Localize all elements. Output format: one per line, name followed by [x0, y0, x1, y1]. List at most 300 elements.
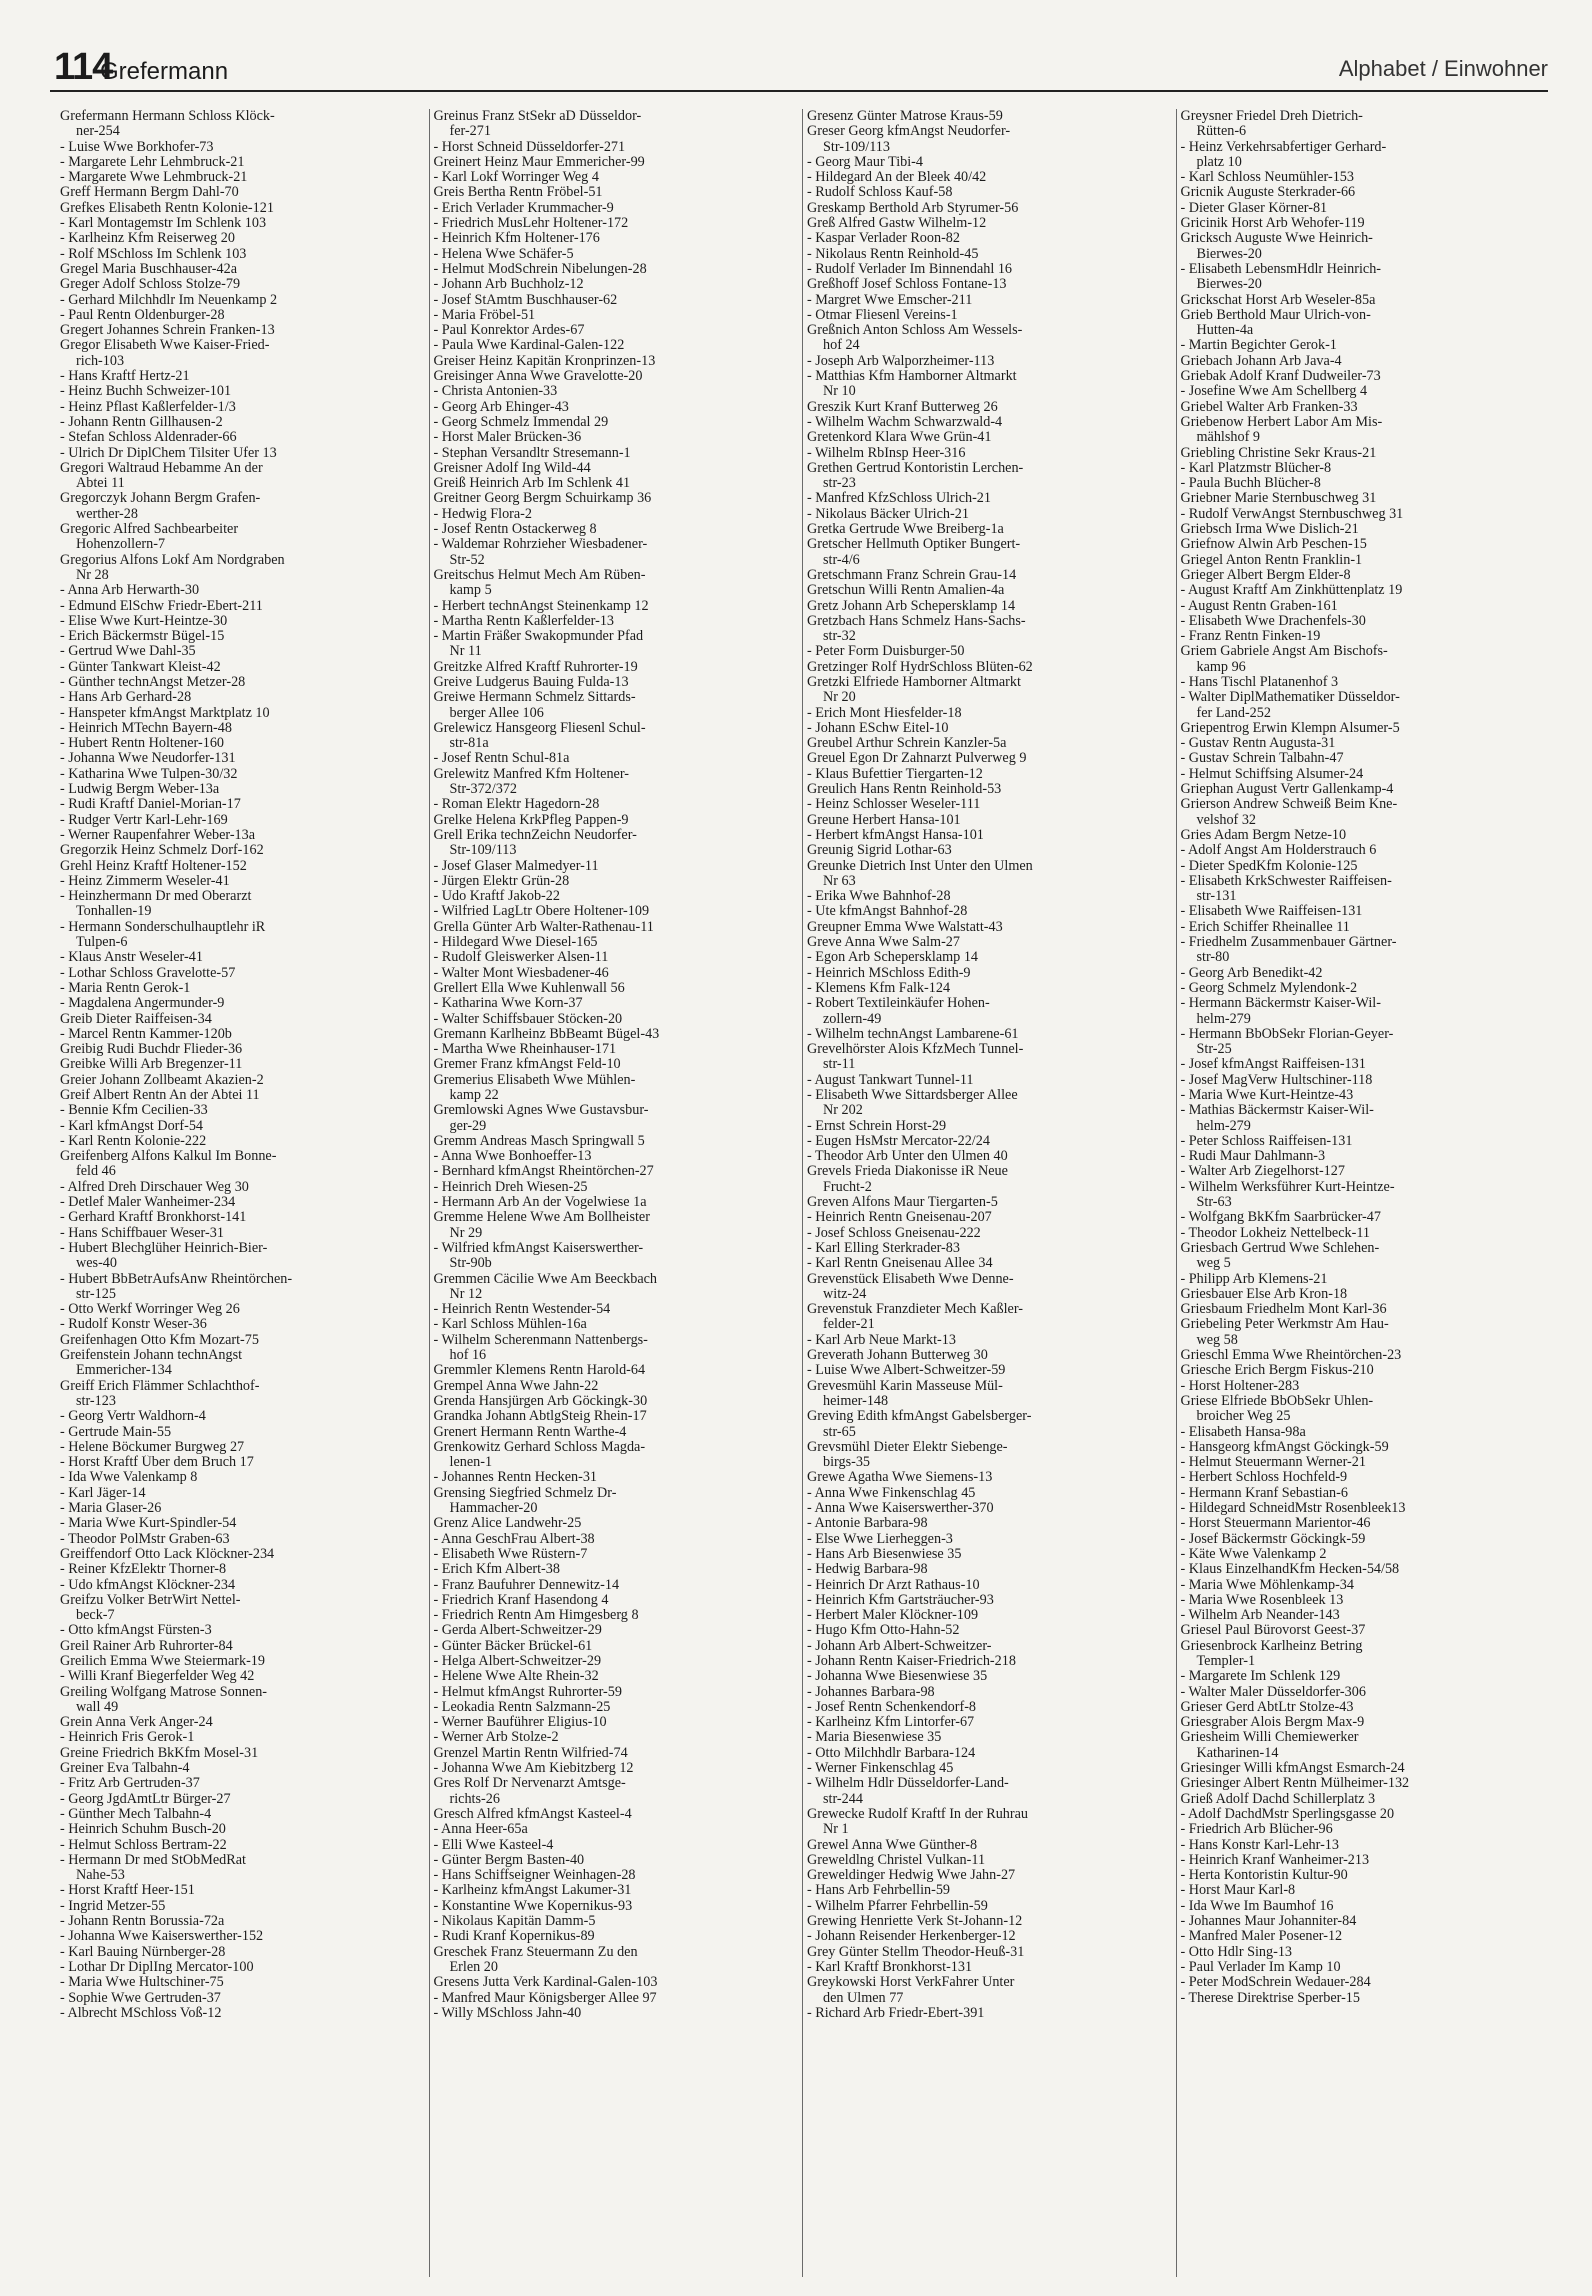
- directory-entry: - Hans Arb Biesenwiese 35: [807, 1546, 962, 1562]
- directory-entry: Greunig Sigrid Lothar-63: [807, 843, 952, 859]
- directory-entry: Griesbaum Friedhelm Mont Karl-36: [1180, 1302, 1387, 1318]
- directory-entry: - Konstantine Wwe Kopernikus-93: [433, 1898, 633, 1914]
- directory-entry: - Elisabeth Wwe Rüstern-7: [433, 1546, 588, 1562]
- directory-entry: - Josefine Wwe Am Schellberg 4: [1180, 384, 1368, 400]
- entry-continuation: helm-279: [1196, 1118, 1251, 1134]
- directory-entry: - Otto Hdlr Sing-13: [1180, 1944, 1293, 1960]
- directory-entry: Grelewicz Hansgeorg Fliesenl Schul-: [433, 720, 646, 736]
- directory-entry: - Robert Textileinkäufer Hohen-: [807, 996, 990, 1012]
- directory-entry: Griebel Walter Arb Franken-33: [1180, 399, 1358, 415]
- entry-continuation: str-80: [1196, 950, 1230, 966]
- directory-entry: - Johanna Wwe Kaiserswerther-152: [60, 1929, 264, 1945]
- directory-entry: Greykowski Horst VerkFahrer Unter: [807, 1975, 1015, 1991]
- directory-entry: - Udo kfmAngst Klöckner-234: [60, 1577, 236, 1593]
- directory-entry: - Heinrich Schuhm Busch-20: [60, 1822, 226, 1838]
- directory-entry: Greskamp Berthold Arb Styrumer-56: [807, 200, 1019, 216]
- directory-entry: - Heinrich MSchloss Edith-9: [807, 965, 971, 981]
- entry-continuation: fer Land-252: [1196, 705, 1271, 721]
- directory-entry: - Wilhelm Wachm Schwarzwald-4: [807, 414, 1003, 430]
- directory-entry: - Albrecht MSchloss Voß-12: [60, 2005, 222, 2021]
- directory-entry: Gresens Jutta Verk Kardinal-Galen-103: [433, 1975, 658, 1991]
- entry-continuation: Katharinen-14: [1196, 1745, 1279, 1761]
- entry-continuation: weg 58: [1196, 1332, 1238, 1348]
- directory-entry: - Heinrich MTechn Bayern-48: [60, 720, 232, 736]
- directory-entry: - Werner Bauführer Eligius-10: [433, 1715, 607, 1731]
- directory-entry: Griesgraber Alois Bergm Max-9: [1180, 1715, 1365, 1731]
- directory-entry: Griesbach Gertrud Wwe Schlehen-: [1180, 1240, 1380, 1256]
- directory-entry: Greisner Adolf Ing Wild-44: [433, 460, 591, 476]
- directory-entry: - Karl Jäger-14: [60, 1485, 146, 1501]
- directory-entry: Greving Edith kfmAngst Gabelsberger-: [807, 1409, 1032, 1425]
- directory-entry: Greiwe Hermann Schmelz Sittards-: [433, 690, 636, 706]
- directory-entry: - Werner Raupenfahrer Weber-13a: [60, 827, 256, 843]
- directory-entry: - Else Wwe Lierheggen-3: [807, 1531, 953, 1547]
- directory-entry: Grewing Henriette Verk St-Johann-12: [807, 1914, 1023, 1930]
- header-rule: [50, 90, 1548, 92]
- entry-continuation: wall 49: [76, 1699, 119, 1715]
- directory-entry: - Wilhelm Hdlr Düsseldorfer-Land-: [807, 1776, 1009, 1792]
- directory-entry: - Maria Wwe Kurt-Heintze-43: [1180, 1088, 1354, 1103]
- directory-entry: - Heinrich Rentn Gneisenau-207: [807, 1210, 992, 1226]
- directory-entry: Greiß Heinrich Arb Im Schlenk 41: [433, 476, 631, 492]
- directory-entry: Gresch Alfred kfmAngst Kasteel-4: [433, 1806, 632, 1822]
- directory-entry: - Herbert kfmAngst Hansa-101: [807, 827, 984, 843]
- directory-entry: - Karl Kraftf Bronkhorst-131: [807, 1959, 973, 1975]
- directory-entry: Greupner Emma Wwe Walstatt-43: [807, 919, 1003, 935]
- directory-entry: - Theodor Arb Unter den Ulmen 40: [807, 1149, 1008, 1165]
- directory-entry: Gretz Johann Arb Schepersklamp 14: [807, 598, 1016, 614]
- directory-entry: - Adolf DachdMstr Sperlingsgasse 20: [1180, 1806, 1395, 1822]
- directory-entry: - Anna Heer-65a: [433, 1822, 528, 1838]
- directory-entry: Greinert Heinz Maur Emmericher-99: [433, 154, 645, 170]
- directory-entry: Greiner Eva Talbahn-4: [60, 1761, 190, 1777]
- directory-entry: - Johannes Barbara-98: [807, 1684, 935, 1700]
- entry-continuation: kamp 96: [1196, 659, 1246, 675]
- entry-continuation: str-23: [823, 476, 856, 492]
- directory-entry: - Herbert technAngst Steinenkamp 12: [433, 598, 649, 614]
- entry-continuation: Str-52: [449, 552, 485, 568]
- directory-entry: - Horst Kraftf Heer-151: [60, 1883, 195, 1899]
- directory-entry: - Paul Verlader Im Kamp 10: [1180, 1959, 1341, 1975]
- directory-entry: - Katharina Wwe Korn-37: [433, 996, 583, 1012]
- directory-entry: - Maria Wwe Rosenbleek 13: [1180, 1592, 1344, 1608]
- directory-entry: - Ida Wwe Im Baumhof 16: [1180, 1898, 1334, 1914]
- directory-entry: - Elisabeth LebensmHdlr Heinrich-: [1180, 261, 1382, 277]
- directory-entry: - Magdalena Angermunder-9: [60, 996, 225, 1012]
- directory-entry: Grehl Heinz Kraftf Holtener-152: [60, 858, 247, 874]
- directory-entry: Grieb Berthold Maur Ulrich-von-: [1180, 307, 1371, 323]
- directory-entry: - Helene Böckumer Burgweg 27: [60, 1439, 245, 1455]
- directory-entry: - Ernst Schrein Horst-29: [807, 1118, 947, 1134]
- directory-entry: - Hans Schiffseigner Weinhagen-28: [433, 1868, 636, 1884]
- entry-continuation: hof 16: [449, 1348, 487, 1364]
- entry-continuation: Templer-1: [1196, 1653, 1256, 1669]
- directory-entry: Greine Friedrich BkKfm Mosel-31: [60, 1745, 259, 1761]
- column-3: [803, 109, 1177, 2277]
- directory-entry: - Helena Wwe Schäfer-5: [433, 246, 574, 262]
- entry-continuation: ner-254: [76, 124, 120, 140]
- directory-entry: - Elisabeth Hansa-98a: [1180, 1424, 1306, 1440]
- directory-entry: Griesel Paul Bürovorst Geest-37: [1180, 1623, 1366, 1639]
- directory-entry: Gremerius Elisabeth Wwe Mühlen-: [433, 1072, 636, 1088]
- directory-entry: - Karlheinz kfmAngst Lakumer-31: [433, 1883, 632, 1899]
- directory-entry: - August Kraftf Am Zinkhüttenplatz 19: [1180, 583, 1403, 599]
- directory-entry: - Johann Rentn Borussia-72a: [60, 1914, 225, 1930]
- directory-entry: - Willi Kranf Biegerfelder Weg 42: [60, 1669, 255, 1685]
- directory-entry: - Martin Fräßer Swakopmunder Pfad: [433, 629, 644, 645]
- directory-entry: Grellert Ella Wwe Kuhlenwall 56: [433, 980, 625, 996]
- directory-entry: - Katharina Wwe Tulpen-30/32: [60, 766, 238, 782]
- directory-entry: - Heinzhermann Dr med Oberarzt: [60, 889, 252, 905]
- directory-entry: - Günter Bergm Basten-40: [433, 1852, 585, 1868]
- directory-entry: Greßhoff Josef Schloss Fontane-13: [807, 277, 1007, 293]
- column-4: [1177, 109, 1551, 2277]
- directory-entry: - Heinrich Dreh Wiesen-25: [433, 1179, 588, 1195]
- directory-entry: - Wolfgang BkKfm Saarbrücker-47: [1180, 1210, 1381, 1226]
- page-number: 114: [54, 46, 113, 88]
- entry-continuation: Str-109/113: [823, 139, 890, 155]
- directory-entry: Greilich Emma Wwe Steiermark-19: [60, 1653, 265, 1669]
- directory-entry: - Karlheinz Kfm Reiserweg 20: [60, 231, 235, 247]
- directory-entry: Gregel Maria Buschhauser-42a: [60, 261, 237, 277]
- entry-continuation: Nr 20: [823, 690, 856, 706]
- directory-entry: - Maria Glaser-26: [60, 1501, 162, 1517]
- directory-entry: - Hans Arb Gerhard-28: [60, 690, 192, 706]
- directory-entry: Gregorius Alfons Lokf Am Nordgraben: [60, 552, 285, 568]
- directory-entry: - Wilhelm Scherenmann Nattenbergs-: [433, 1332, 648, 1348]
- directory-entry: - Udo Kraftf Jakob-22: [433, 889, 560, 905]
- directory-entry: Greinus Franz StSekr aD Düsseldor-: [433, 109, 642, 124]
- directory-entry: - Wilfried kfmAngst Kaiserswerther-: [433, 1240, 644, 1256]
- directory-entry: - Werner Finkenschlag 45: [807, 1761, 954, 1777]
- entry-continuation: Nr 63: [823, 873, 856, 889]
- directory-entry: Grierson Andrew Schweiß Beim Kne-: [1180, 797, 1398, 813]
- directory-entry: - Heinrich Kfm Holtener-176: [433, 231, 600, 247]
- directory-entry: - Herbert Maler Klöckner-109: [807, 1608, 979, 1624]
- directory-entry: - Walter Arb Ziegelhorst-127: [1180, 1164, 1345, 1180]
- directory-entry: Gregor Elisabeth Wwe Kaiser-Fried-: [60, 338, 270, 354]
- directory-entry: - Erich Bäckermstr Bügel-15: [60, 629, 225, 645]
- directory-entry: Greisinger Anna Wwe Gravelotte-20: [433, 369, 643, 385]
- directory-entry: - Martin Begichter Gerok-1: [1180, 338, 1337, 354]
- directory-entry: - Paul Konrektor Ardes-67: [433, 323, 585, 339]
- directory-entry: - Heinz Schlosser Weseler-111: [807, 797, 981, 813]
- directory-entry: - Friedhelm Zusammenbauer Gärtner-: [1180, 935, 1397, 951]
- directory-entry: - Sophie Wwe Gertruden-37: [60, 1990, 221, 2006]
- directory-entry: - Werner Arb Stolze-2: [433, 1730, 559, 1746]
- directory-entry: Gretzbach Hans Schmelz Hans-Sachs-: [807, 613, 1026, 629]
- directory-entry: - Helene Wwe Alte Rhein-32: [433, 1669, 599, 1685]
- entry-continuation: Erlen 20: [449, 1959, 498, 1975]
- directory-entry: Grenz Alice Landwehr-25: [433, 1516, 582, 1532]
- directory-entry: - Christa Antonien-33: [433, 384, 558, 400]
- entry-continuation: kamp 22: [449, 1088, 499, 1103]
- directory-entry: Gregorzik Heinz Schmelz Dorf-162: [60, 843, 264, 859]
- directory-entry: - August Rentn Graben-161: [1180, 598, 1338, 614]
- directory-entry: - Joseph Arb Walporzheimer-113: [807, 353, 995, 369]
- directory-entry: - Otto Werkf Worringer Weg 26: [60, 1302, 240, 1318]
- directory-entry: - Erich Kfm Albert-38: [433, 1562, 560, 1578]
- entry-continuation: str-81a: [449, 736, 489, 752]
- directory-entry: - Helmut ModSchrein Nibelungen-28: [433, 261, 647, 277]
- directory-entry: Gresenz Günter Matrose Kraus-59: [807, 109, 1003, 124]
- directory-entry: - Johannes Maur Johanniter-84: [1180, 1914, 1357, 1930]
- directory-entry: - Klaus Bufettier Tiergarten-12: [807, 766, 983, 782]
- directory-entry: Grenert Hermann Rentn Warthe-4: [433, 1424, 627, 1440]
- entry-continuation: helm-279: [1196, 1011, 1251, 1027]
- directory-entry: - Josef Rentn Ostackerweg 8: [433, 522, 597, 538]
- directory-entry: - Antonie Barbara-98: [807, 1516, 928, 1532]
- directory-entry: - Rolf MSchloss Im Schlenk 103: [60, 246, 247, 262]
- directory-entry: - Maria Rentn Gerok-1: [60, 980, 191, 996]
- directory-entry: Grewe Agatha Wwe Siemens-13: [807, 1470, 993, 1486]
- directory-entry: - Georg Schmelz Immendal 29: [433, 414, 609, 430]
- directory-entry: Gretka Gertrude Wwe Breiberg-1a: [807, 522, 1004, 538]
- directory-entry: Griesheim Willi Chemiewerker: [1180, 1730, 1359, 1746]
- directory-entry: Greive Ludgerus Bauing Fulda-13: [433, 674, 629, 690]
- directory-entry: - Bennie Kfm Cecilien-33: [60, 1103, 208, 1119]
- directory-entry: Greuel Egon Dr Zahnarzt Pulverweg 9: [807, 751, 1027, 767]
- directory-entry: - Friedrich Arb Blücher-96: [1180, 1822, 1333, 1838]
- entry-continuation: Nr 28: [76, 567, 109, 583]
- directory-entry: - Roman Elektr Hagedorn-28: [433, 797, 600, 813]
- directory-entry: - Helmut kfmAngst Ruhrorter-59: [433, 1684, 622, 1700]
- entry-continuation: werther-28: [76, 506, 138, 522]
- directory-entry: - Helga Albert-Schweitzer-29: [433, 1653, 602, 1669]
- directory-entry: Greibig Rudi Buchdr Flieder-36: [60, 1042, 243, 1058]
- directory-entry: Greitner Georg Bergm Schuirkamp 36: [433, 491, 652, 507]
- entry-continuation: Frucht-2: [823, 1179, 872, 1195]
- directory-entry: Grefkes Elisabeth Rentn Kolonie-121: [60, 200, 274, 216]
- directory-entry: - Gustav Rentn Augusta-31: [1180, 736, 1336, 752]
- directory-entry: Gricnik Auguste Sterkrader-66: [1180, 185, 1356, 201]
- entry-continuation: platz 10: [1196, 154, 1242, 170]
- column-1: [56, 109, 430, 2277]
- directory-entry: Grickschat Horst Arb Weseler-85a: [1180, 292, 1376, 308]
- directory-entry: - Rudi Maur Dahlmann-3: [1180, 1149, 1326, 1165]
- directory-entry: - Horst Holtener-283: [1180, 1378, 1300, 1394]
- directory-entry: Grell Erika technZeichn Neudorfer-: [433, 827, 637, 843]
- directory-entry: - Elli Wwe Kasteel-4: [433, 1837, 554, 1853]
- directory-entry: - Anna Wwe Kaiserswerther-370: [807, 1501, 994, 1517]
- column-2: [430, 109, 804, 2277]
- directory-entry: - Erich Verlader Krummacher-9: [433, 200, 614, 216]
- directory-entry: - Josef Schloss Gneisenau-222: [807, 1225, 981, 1241]
- directory-entry: - Theodor PolMstr Graben-63: [60, 1531, 230, 1547]
- directory-entry: - Klaus Anstr Weseler-41: [60, 950, 203, 966]
- entry-continuation: Bierwes-20: [1196, 246, 1262, 262]
- directory-entry: - Karl Montagemstr Im Schlenk 103: [60, 216, 267, 232]
- directory-entry: - Günther technAngst Metzer-28: [60, 674, 246, 690]
- directory-entry: Greger Adolf Schloss Stolze-79: [60, 277, 241, 293]
- directory-entry: - Hubert BbBetrAufsAnw Rheintörchen-: [60, 1271, 293, 1287]
- directory-entry: Griefnow Alwin Arb Peschen-15: [1180, 537, 1367, 553]
- directory-entry: Grenkowitz Gerhard Schloss Magda-: [433, 1439, 646, 1455]
- directory-entry: Greven Alfons Maur Tiergarten-5: [807, 1195, 998, 1211]
- directory-entry: - Manfred Maler Posener-12: [1180, 1929, 1343, 1945]
- directory-entry: - Karlheinz Kfm Lintorfer-67: [807, 1715, 975, 1731]
- directory-entry: Greis Bertha Rentn Fröbel-51: [433, 185, 603, 201]
- directory-entry: - Käte Wwe Valenkamp 2: [1180, 1546, 1327, 1562]
- directory-entry: Greff Hermann Bergm Dahl-70: [60, 185, 239, 201]
- directory-entry: Grevsmühl Dieter Elektr Siebenge-: [807, 1439, 1008, 1455]
- directory-entry: - Horst Maur Karl-8: [1180, 1883, 1296, 1899]
- directory-entry: - Josef Glaser Malmedyer-11: [433, 858, 599, 874]
- directory-entry: - Wilhelm Werksführer Kurt-Heintze-: [1180, 1179, 1395, 1195]
- directory-entry: Grein Anna Verk Anger-24: [60, 1715, 213, 1731]
- entry-continuation: Str-372/372: [449, 782, 518, 798]
- directory-entry: Greifenstein Johann technAngst: [60, 1348, 243, 1364]
- entry-continuation: Hutten-4a: [1196, 323, 1254, 339]
- entry-continuation: broicher Weg 25: [1196, 1409, 1291, 1425]
- directory-entry: - Gustav Schrein Talbahn-47: [1180, 751, 1344, 767]
- entry-continuation: Emmericher-134: [76, 1363, 172, 1379]
- directory-entry: - Luise Wwe Borkhofer-73: [60, 139, 214, 155]
- directory-entry: - Rudi Kranf Kopernikus-89: [433, 1929, 595, 1945]
- directory-entry: - Friedrich Kranf Hasendong 4: [433, 1592, 609, 1608]
- directory-entry: - Hildegard SchneidMstr Rosenbleek13: [1180, 1501, 1406, 1517]
- directory-entry: Griesbauer Else Arb Kron-18: [1180, 1286, 1348, 1302]
- directory-entry: - Hedwig Flora-2: [433, 506, 533, 522]
- directory-entry: - Johanna Wwe Am Kiebitzberg 12: [433, 1761, 634, 1777]
- directory-entry: - Wilhelm RbInsp Heer-316: [807, 445, 966, 461]
- directory-entry: - Hans Kraftf Hertz-21: [60, 369, 190, 385]
- directory-entry: Grethen Gertrud Kontoristin Lerchen-: [807, 460, 1024, 476]
- directory-entry: - Ute kfmAngst Bahnhof-28: [807, 904, 968, 920]
- directory-entry: - Heinrich Fris Gerok-1: [60, 1730, 195, 1746]
- directory-entry: - Heinz Zimmerm Weseler-41: [60, 873, 230, 889]
- entry-continuation: fer-271: [449, 124, 491, 140]
- directory-entry: - Maria Biesenwiese 35: [807, 1730, 942, 1746]
- directory-entry: - Helmut Steuermann Werner-21: [1180, 1455, 1366, 1471]
- directory-entry: - Egon Arb Schepersklamp 14: [807, 950, 979, 966]
- directory-entry: - Peter ModSchrein Wedauer-284: [1180, 1975, 1371, 1991]
- directory-entry: Greiling Wolfgang Matrose Sonnen-: [60, 1684, 268, 1700]
- directory-entry: Griebach Johann Arb Java-4: [1180, 353, 1342, 369]
- running-head-name: Grefermann: [100, 58, 229, 85]
- directory-entry: - Marcel Rentn Kammer-120b: [60, 1026, 232, 1042]
- entry-continuation: hof 24: [823, 338, 860, 354]
- directory-entry: - Richard Arb Friedr-Ebert-391: [807, 2005, 985, 2021]
- entry-continuation: Tonhallen-19: [76, 904, 152, 920]
- directory-entry: Griegel Anton Rentn Franklin-1: [1180, 552, 1363, 568]
- directory-entry: Griepentrog Erwin Klempn Alsumer-5: [1180, 720, 1400, 736]
- directory-entry: - Ida Wwe Valenkamp 8: [60, 1470, 198, 1486]
- directory-entry: - Walter Maler Düsseldorfer-306: [1180, 1684, 1366, 1700]
- directory-entry: - Hermann Arb An der Vogelwiese 1a: [433, 1195, 647, 1211]
- directory-entry: Gremer Franz kfmAngst Feld-10: [433, 1057, 621, 1073]
- directory-entry: - Margarete Wwe Lehmbruck-21: [60, 170, 248, 186]
- entry-continuation: Str-25: [1196, 1042, 1232, 1058]
- directory-entry: Grevenstück Elisabeth Wwe Denne-: [807, 1271, 1014, 1287]
- directory-entry: - August Tankwart Tunnel-11: [807, 1072, 974, 1088]
- directory-entry: - Johann Reisender Herkenberger-12: [807, 1929, 1016, 1945]
- entry-continuation: feld 46: [76, 1164, 116, 1180]
- directory-entry: Grevenstuk Franzdieter Mech Kaßler-: [807, 1302, 1023, 1318]
- directory-entry: - Karl Schloss Neumühler-153: [1180, 170, 1354, 186]
- directory-entry: - Karl Bauing Nürnberger-28: [60, 1944, 226, 1960]
- directory-entry: - Hubert Rentn Holtener-160: [60, 736, 225, 752]
- directory-entry: - Heinrich Rentn Westender-54: [433, 1302, 611, 1318]
- entry-continuation: str-32: [823, 629, 856, 645]
- directory-entry: - Gerda Albert-Schweitzer-29: [433, 1623, 602, 1639]
- directory-entry: - Josef StAmtm Buschhauser-62: [433, 292, 618, 308]
- directory-entry: Greszik Kurt Kranf Butterweg 26: [807, 399, 998, 415]
- entry-continuation: Nr 10: [823, 384, 856, 400]
- directory-entry: - Ludwig Bergm Weber-13a: [60, 782, 220, 798]
- directory-entry: - Hubert Blechglüher Heinrich-Bier-: [60, 1240, 268, 1256]
- directory-entry: Grelke Helena KrkPfleg Pappen-9: [433, 812, 629, 828]
- directory-entry: - Georg Vertr Waldhorn-4: [60, 1409, 206, 1425]
- directory-entry: Grensing Siegfried Schmelz Dr-: [433, 1485, 617, 1501]
- entry-continuation: str-244: [823, 1791, 863, 1807]
- directory-entry: - Margarete Im Schlenk 129: [1180, 1669, 1341, 1685]
- directory-entry: Griem Gabriele Angst Am Bischofs-: [1180, 644, 1388, 660]
- directory-entry: - Gerhard Milchhdlr Im Neuenkamp 2: [60, 292, 278, 308]
- directory-entry: - Matthias Kfm Hamborner Altmarkt: [807, 369, 1017, 385]
- directory-entry: - Josef Rentn Schenkendorf-8: [807, 1699, 977, 1715]
- directory-entry: - Elisabeth Wwe Raiffeisen-131: [1180, 904, 1363, 920]
- directory-entry: - Wilfried LagLtr Obere Holtener-109: [433, 904, 650, 920]
- directory-entry: - Ingrid Metzer-55: [60, 1898, 166, 1914]
- directory-entry: Greifenhagen Otto Kfm Mozart-75: [60, 1332, 259, 1348]
- directory-entry: - Manfred Maur Königsberger Allee 97: [433, 1990, 657, 2006]
- directory-entry: Gremmen Cäcilie Wwe Am Beeckbach: [433, 1271, 658, 1287]
- directory-entry: Grella Günter Arb Walter-Rathenau-11: [433, 919, 654, 935]
- entry-continuation: velshof 32: [1196, 812, 1257, 828]
- entry-continuation: str-65: [823, 1424, 856, 1440]
- directory-entry: - Georg Maur Tibi-4: [807, 154, 923, 170]
- directory-entry: Gries Adam Bergm Netze-10: [1180, 827, 1347, 843]
- directory-entry: Griesche Erich Bergm Fiskus-210: [1180, 1363, 1374, 1379]
- directory-entry: Greweldlng Christel Vulkan-11: [807, 1852, 986, 1868]
- directory-entry: Grieger Albert Bergm Elder-8: [1180, 567, 1351, 583]
- entry-continuation: wes-40: [76, 1256, 117, 1272]
- directory-entry: - Johanna Wwe Neudorfer-131: [60, 751, 236, 767]
- directory-entry: - Paula Buchh Blücher-8: [1180, 476, 1321, 492]
- directory-entry: Gretenkord Klara Wwe Grün-41: [807, 430, 992, 446]
- directory-entry: Gretzki Elfriede Hamborner Altmarkt: [807, 674, 1021, 690]
- directory-entry: Grandka Johann AbtlgSteig Rhein-17: [433, 1409, 647, 1425]
- directory-entry: - Hildegard Wwe Diesel-165: [433, 935, 598, 951]
- directory-entry: - Heinz Pflast Kaßlerfelder-1/3: [60, 399, 236, 415]
- entry-continuation: Str-90b: [449, 1256, 492, 1272]
- directory-entry: - Hermann Dr med StObMedRat: [60, 1852, 246, 1868]
- directory-entry: - Waldemar Rohrzieher Wiesbadener-: [433, 537, 648, 553]
- directory-entry: - Erika Wwe Bahnhof-28: [807, 889, 951, 905]
- directory-entry: Greif Albert Rentn An der Abtei 11: [60, 1088, 260, 1103]
- directory-entry: Greifenberg Alfons Kalkul Im Bonne-: [60, 1149, 277, 1165]
- entry-continuation: str-125: [76, 1286, 116, 1302]
- directory-entry: - Günter Bäcker Brückel-61: [433, 1638, 593, 1654]
- directory-entry: - Günter Tankwart Kleist-42: [60, 659, 221, 675]
- entry-continuation: birgs-35: [823, 1455, 871, 1471]
- directory-entry: - Johann Arb Buchholz-12: [433, 277, 584, 293]
- directory-entry: - Karl Elling Sterkrader-83: [807, 1240, 960, 1256]
- running-head-title: Alphabet / Einwohner: [1338, 56, 1548, 81]
- directory-entry: - Anna Wwe Finkenschlag 45: [807, 1485, 976, 1501]
- directory-entry: - Edmund ElSchw Friedr-Ebert-211: [60, 598, 263, 614]
- directory-entry: - Reiner KfzElektr Thorner-8: [60, 1562, 227, 1578]
- entry-continuation: rich-103: [76, 353, 125, 369]
- directory-entry: - Karl kfmAngst Dorf-54: [60, 1118, 204, 1134]
- directory-entry: - Nikolaus Bäcker Ulrich-21: [807, 506, 969, 522]
- directory-entry: - Adolf Angst Am Holderstrauch 6: [1180, 843, 1377, 859]
- directory-entry: - Heinrich Dr Arzt Rathaus-10: [807, 1577, 980, 1593]
- directory-entry: Greier Johann Zollbeamt Akazien-2: [60, 1072, 264, 1088]
- directory-entry: Gricinik Horst Arb Wehofer-119: [1180, 216, 1365, 232]
- directory-entry: - Hans Konstr Karl-Lehr-13: [1180, 1837, 1339, 1853]
